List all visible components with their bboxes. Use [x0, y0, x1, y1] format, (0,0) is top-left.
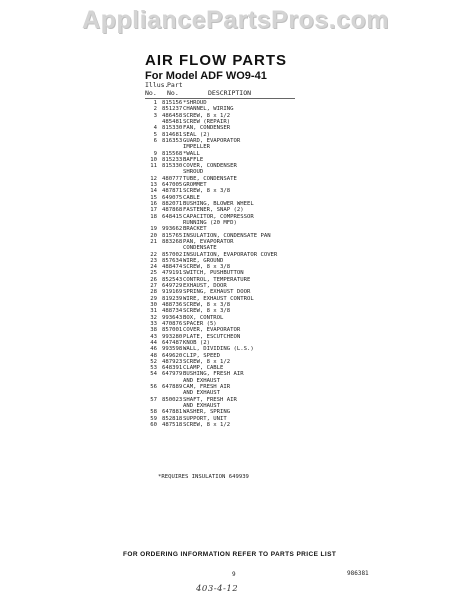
part-description: SPACER (5) — [183, 320, 217, 327]
part-number: 647979 — [162, 371, 183, 378]
illus-number: 28 — [150, 289, 157, 296]
part-description: FAN, CONDENSER — [183, 125, 231, 132]
part-description: BUSHING, FRESH AIR — [183, 371, 244, 378]
illus-number: 5 — [153, 131, 157, 138]
part-number: 993643 — [162, 314, 183, 321]
illus-number: 4 — [153, 125, 157, 132]
part-description: SCREW, 8 x 3/8 — [183, 302, 231, 308]
illus-number: 30 — [150, 302, 157, 308]
part-description: WALL, DIVIDING (L.S.) — [183, 346, 254, 353]
header-part: Part — [167, 81, 183, 89]
illus-number: 46 — [150, 346, 157, 353]
part-description: SCREW, 8 x 1/2 — [183, 421, 231, 428]
part-description: AND EXHAUST — [183, 390, 221, 397]
illus-number: 48 — [150, 352, 157, 359]
part-number: 487923 — [162, 358, 183, 365]
page-number: 9 — [232, 571, 236, 578]
part-number: 485481 — [162, 118, 183, 125]
part-number: 816353 — [162, 137, 183, 144]
part-number: 649620 — [162, 352, 183, 359]
illus-number: 38 — [150, 327, 157, 334]
illus-number: 25 — [150, 270, 157, 277]
part-description: SCREW, 8 x 3/8 — [183, 188, 231, 195]
part-number: 487518 — [162, 421, 183, 428]
part-row — [145, 422, 345, 428]
illus-number: 27 — [150, 283, 157, 290]
part-number: 470876 — [162, 320, 183, 327]
part-description: SWITCH, PUSHBUTTON — [183, 270, 244, 277]
part-description: SCREW, 8 x 1/2 — [183, 358, 231, 365]
illus-number: 23 — [150, 257, 157, 264]
illus-number: 3 — [153, 112, 157, 119]
part-number: 852818 — [162, 415, 183, 422]
part-description: PAN, EVAPORATOR — [183, 238, 234, 245]
part-description: SCREW (REPAIR) — [183, 118, 231, 125]
illus-number: 44 — [150, 339, 157, 346]
header-part-no: No. — [167, 89, 179, 97]
part-number: 815330 — [162, 163, 183, 170]
illus-number: 53 — [150, 365, 157, 372]
illus-number: 16 — [150, 201, 157, 207]
part-number: 819239 — [162, 295, 183, 302]
part-number: 857001 — [162, 327, 183, 334]
part-number: 486458 — [162, 112, 183, 119]
part-description: CAM, FRESH AIR — [183, 384, 231, 391]
illus-number: 43 — [150, 333, 157, 340]
handwritten-note: 403-4-12 — [196, 584, 239, 594]
illus-number: 19 — [150, 226, 157, 233]
part-description: BUSHING, BLOWER WHEEL — [183, 201, 254, 207]
part-description: BAFFLE — [183, 156, 204, 163]
illus-number: 60 — [150, 421, 157, 428]
illus-number: 59 — [150, 415, 157, 422]
part-number: 815568 — [162, 150, 183, 157]
part-number: 488736 — [162, 302, 183, 308]
illus-number: 15 — [150, 194, 157, 201]
part-number: 488474 — [162, 264, 183, 271]
part-description: WIRE, EXHAUST CONTROL — [183, 295, 254, 302]
part-description: SPRING, EXHAUST DOOR — [183, 289, 251, 296]
model-subtitle: For Model ADF WO9-41 — [145, 70, 267, 82]
part-description: CAPACITOR, COMPRESSOR — [183, 213, 254, 220]
illus-number: 58 — [150, 409, 157, 416]
document-id: 986381 — [347, 570, 369, 577]
part-description: INSULATION, EVAPORATOR COVER — [183, 251, 278, 258]
part-description: SHAFT, FRESH AIR — [183, 396, 237, 403]
part-description: TUBE, CONDENSATE — [183, 175, 237, 182]
part-number: 648391 — [162, 365, 183, 372]
part-number: 852543 — [162, 276, 183, 283]
header-description: DESCRIPTION — [208, 89, 252, 97]
part-description: WASHER, SPRING — [183, 409, 231, 416]
part-description: CONTROL, TEMPERATURE — [183, 276, 251, 283]
part-number: 647487 — [162, 339, 183, 346]
parts-list — [145, 100, 345, 428]
part-description: FASTENER, SNAP (2) — [183, 207, 244, 214]
part-number: 488734 — [162, 308, 183, 315]
illus-number: 33 — [150, 320, 157, 327]
part-number: 480777 — [162, 175, 183, 182]
illus-number: 12 — [150, 175, 157, 182]
part-description: GUARD, EVAPORATOR — [183, 137, 241, 144]
illus-number: 26 — [150, 276, 157, 283]
part-description: WIRE, GROUND — [183, 257, 224, 264]
part-description: CHANNEL, WIRING — [183, 106, 234, 113]
part-number: 993280 — [162, 333, 183, 340]
part-number: 815765 — [162, 232, 183, 239]
illus-number: 29 — [150, 295, 157, 302]
part-description: KNOB (2) — [183, 339, 210, 346]
part-description: RUNNING (20 MFD) — [183, 219, 237, 226]
part-number: 919169 — [162, 289, 183, 296]
part-number: 647889 — [162, 384, 183, 391]
part-number: 815233 — [162, 156, 183, 163]
part-description: BOX, CONTROL — [183, 314, 224, 321]
part-description: SEAL (2) — [183, 131, 210, 138]
part-number: 649075 — [162, 194, 183, 201]
illus-number: 18 — [150, 213, 157, 220]
illus-number: 14 — [150, 188, 157, 195]
part-description: PLATE, ESCUTCHEON — [183, 333, 241, 340]
part-number: 993598 — [162, 346, 183, 353]
part-description: EXHAUST, DOOR — [183, 283, 227, 290]
illus-number: 6 — [153, 137, 157, 144]
illus-number: 56 — [150, 384, 157, 391]
part-description: CLAMP, CABLE — [183, 365, 224, 372]
part-number: 479191 — [162, 270, 183, 277]
illus-number: 57 — [150, 396, 157, 403]
ordering-note: FOR ORDERING INFORMATION REFER TO PARTS PRICE LIST — [123, 551, 337, 558]
part-number: 815330 — [162, 125, 183, 132]
part-description: INSULATION, CONDENSATE PAN — [183, 232, 271, 239]
part-number: 647881 — [162, 409, 183, 416]
part-description: SCREW, 8 x 3/8 — [183, 308, 231, 315]
illus-number: 21 — [150, 238, 157, 245]
part-number: 649729 — [162, 283, 183, 290]
part-number: 647005 — [162, 182, 183, 189]
part-number: 487871 — [162, 188, 183, 195]
header-illus-no: No. — [145, 89, 157, 97]
part-description: CLIP, SPEED — [183, 352, 221, 359]
part-description: SCREW, 8 x 3/8 — [183, 264, 231, 271]
illus-number: 10 — [150, 156, 157, 163]
illus-number: 54 — [150, 371, 157, 378]
part-description: IMPELLER — [183, 144, 210, 151]
illus-number: 52 — [150, 358, 157, 365]
illus-number: 22 — [150, 251, 157, 258]
illus-number: 1 — [153, 100, 157, 106]
illus-number: 13 — [150, 182, 157, 189]
part-description: SHROUD — [183, 169, 204, 176]
part-description: AND EXHAUST — [183, 403, 221, 409]
illus-number: 31 — [150, 308, 157, 315]
part-description: COVER, EVAPORATOR — [183, 327, 241, 334]
part-description: COVER, CONDENSER — [183, 163, 237, 170]
part-number: 648415 — [162, 213, 183, 220]
part-number: 814681 — [162, 131, 183, 138]
part-description: BRACKET — [183, 226, 207, 233]
footnote: *REQUIRES INSULATION 649939 — [158, 474, 249, 480]
part-description: GROMMET — [183, 182, 207, 189]
part-description: AND EXHAUST — [183, 377, 221, 384]
part-description: *SHROUD — [183, 100, 207, 106]
part-description: SCREW, 8 x 1/2 — [183, 112, 231, 119]
illus-number: 24 — [150, 264, 157, 271]
part-number: 993662 — [162, 226, 183, 233]
page-title: AIR FLOW PARTS — [145, 52, 288, 69]
watermark: AppliancePartsPros.com — [82, 6, 389, 34]
illus-number: 17 — [150, 207, 157, 214]
header-illus: Illus. — [145, 81, 169, 89]
part-number: 883268 — [162, 238, 183, 245]
illus-number: 20 — [150, 232, 157, 239]
part-description: *WALL — [183, 150, 200, 157]
part-description: CABLE — [183, 194, 200, 201]
part-number: 857002 — [162, 251, 183, 258]
part-number: 850023 — [162, 396, 183, 403]
part-number: 857634 — [162, 257, 183, 264]
part-description: CONDENSATE — [183, 245, 217, 252]
illus-number: 11 — [150, 163, 157, 170]
illus-number: 2 — [153, 106, 157, 113]
illus-number: 32 — [150, 314, 157, 321]
part-number: 882071 — [162, 201, 183, 207]
part-description: SUPPORT, UNIT — [183, 415, 227, 422]
header-divider — [145, 98, 295, 99]
part-number: 815156 — [162, 100, 183, 106]
illus-number: 9 — [153, 150, 157, 157]
part-number: 487868 — [162, 207, 183, 214]
part-number: 851237 — [162, 106, 183, 113]
